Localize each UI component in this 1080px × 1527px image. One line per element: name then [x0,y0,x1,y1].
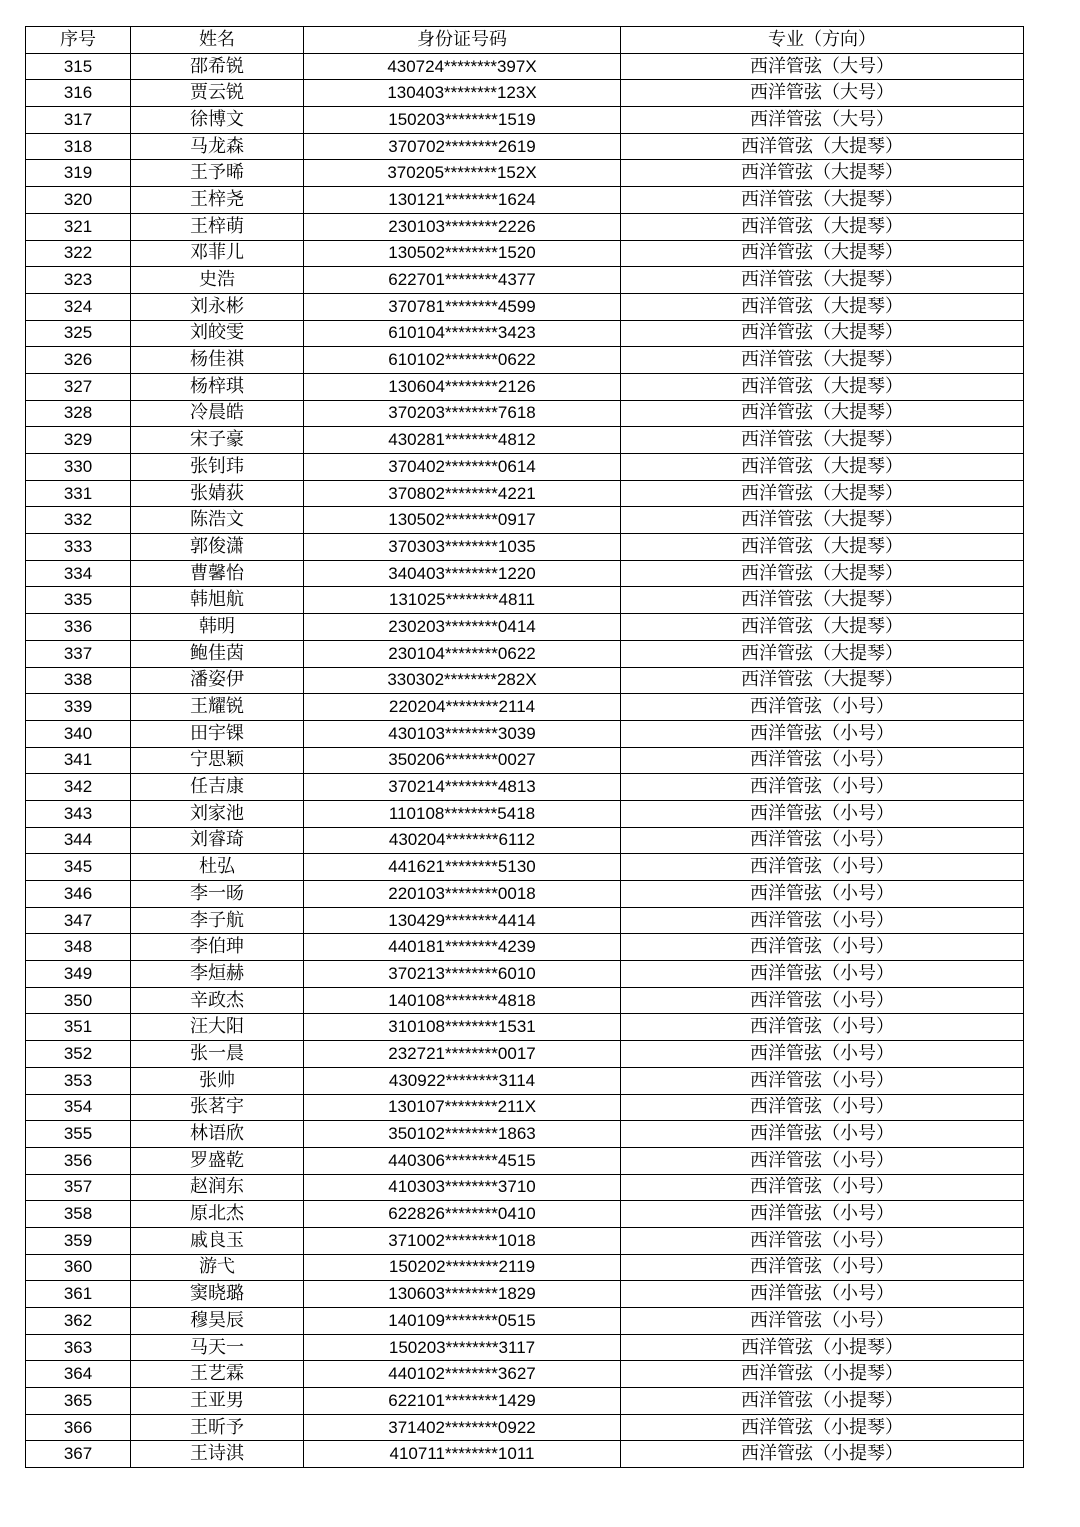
major-cell: 西洋管弦（小号） [621,800,1024,827]
major-cell: 西洋管弦（大提琴） [621,320,1024,347]
id-number-cell: 110108********5418 [304,800,621,827]
name-cell: 张帅 [131,1067,304,1094]
name-cell: 冷晨皓 [131,400,304,427]
id-number-cell: 610104********3423 [304,320,621,347]
major-cell: 西洋管弦（小号） [621,1281,1024,1308]
name-cell: 鲍佳茵 [131,640,304,667]
table-row [26,267,1024,294]
id-number-cell: 622826********0410 [304,1201,621,1228]
table-row [26,1388,1024,1415]
table-row [26,1147,1024,1174]
table-row [26,560,1024,587]
name-cell: 郭俊潇 [131,534,304,561]
table-row [26,934,1024,961]
table-row [26,881,1024,908]
major-cell: 西洋管弦（小号） [621,1201,1024,1228]
name-cell: 宋子豪 [131,427,304,454]
id-number-cell: 430724********397X [304,53,621,80]
major-cell: 西洋管弦（小提琴） [621,1388,1024,1415]
name-cell: 王予晞 [131,160,304,187]
serial-number-cell: 360 [26,1254,131,1281]
name-cell: 王梓尧 [131,187,304,214]
major-cell: 西洋管弦（大提琴） [621,373,1024,400]
id-number-cell: 370205********152X [304,160,621,187]
table-row [26,400,1024,427]
table-row [26,640,1024,667]
serial-number-cell: 357 [26,1174,131,1201]
major-cell: 西洋管弦（小号） [621,1067,1024,1094]
serial-number-cell: 336 [26,614,131,641]
serial-number-cell: 333 [26,534,131,561]
table-row [26,213,1024,240]
table-row [26,1201,1024,1228]
name-cell: 王梓萌 [131,213,304,240]
table-row [26,1414,1024,1441]
name-cell: 田宇锞 [131,720,304,747]
major-cell: 西洋管弦（小号） [621,1014,1024,1041]
major-cell: 西洋管弦（大提琴） [621,560,1024,587]
id-number-cell: 430103********3039 [304,720,621,747]
id-number-cell: 441621********5130 [304,854,621,881]
major-cell: 西洋管弦（大提琴） [621,480,1024,507]
id-number-cell: 622101********1429 [304,1388,621,1415]
table-body [26,53,1024,1467]
name-cell: 刘永彬 [131,293,304,320]
name-cell: 王昕予 [131,1414,304,1441]
serial-number-cell: 317 [26,107,131,134]
serial-number-cell: 362 [26,1308,131,1335]
serial-number-cell: 348 [26,934,131,961]
major-cell: 西洋管弦（小号） [621,774,1024,801]
id-number-cell: 330302********282X [304,667,621,694]
id-number-cell: 430922********3114 [304,1067,621,1094]
id-number-cell: 370781********4599 [304,293,621,320]
id-number-cell: 130502********1520 [304,240,621,267]
major-cell: 西洋管弦（小号） [621,934,1024,961]
id-number-cell: 370802********4221 [304,480,621,507]
table-row [26,1094,1024,1121]
column-header-name: 姓名 [131,27,304,54]
serial-number-cell: 340 [26,720,131,747]
table-row [26,1254,1024,1281]
major-cell: 西洋管弦（小号） [621,1174,1024,1201]
name-cell: 张一晨 [131,1041,304,1068]
serial-number-cell: 337 [26,640,131,667]
major-cell: 西洋管弦（大提琴） [621,160,1024,187]
major-cell: 西洋管弦（小号） [621,1094,1024,1121]
id-number-cell: 410711********1011 [304,1441,621,1468]
name-cell: 张茗宇 [131,1094,304,1121]
id-number-cell: 150203********3117 [304,1334,621,1361]
table-row [26,1361,1024,1388]
table-row [26,1067,1024,1094]
table-row [26,480,1024,507]
table-row [26,53,1024,80]
name-cell: 邓菲儿 [131,240,304,267]
id-number-cell: 130107********211X [304,1094,621,1121]
table-row [26,240,1024,267]
id-number-cell: 370203********7618 [304,400,621,427]
name-cell: 韩明 [131,614,304,641]
name-cell: 杜弘 [131,854,304,881]
serial-number-cell: 363 [26,1334,131,1361]
name-cell: 戚良玉 [131,1227,304,1254]
serial-number-cell: 358 [26,1201,131,1228]
name-cell: 李烜赫 [131,961,304,988]
major-cell: 西洋管弦（大提琴） [621,213,1024,240]
major-cell: 西洋管弦（大提琴） [621,427,1024,454]
table-row [26,160,1024,187]
major-cell: 西洋管弦（大提琴） [621,267,1024,294]
table-row [26,80,1024,107]
name-cell: 王艺霖 [131,1361,304,1388]
serial-number-cell: 322 [26,240,131,267]
column-header-major: 专业（方向） [621,27,1024,54]
major-cell: 西洋管弦（小号） [621,1041,1024,1068]
roster-table [25,26,1024,1468]
serial-number-cell: 332 [26,507,131,534]
name-cell: 李一旸 [131,881,304,908]
name-cell: 徐博文 [131,107,304,134]
major-cell: 西洋管弦（小号） [621,854,1024,881]
table-row [26,107,1024,134]
name-cell: 王诗淇 [131,1441,304,1468]
id-number-cell: 410303********3710 [304,1174,621,1201]
table-row [26,720,1024,747]
major-cell: 西洋管弦（大提琴） [621,293,1024,320]
major-cell: 西洋管弦（小提琴） [621,1361,1024,1388]
id-number-cell: 622701********4377 [304,267,621,294]
serial-number-cell: 353 [26,1067,131,1094]
id-number-cell: 130603********1829 [304,1281,621,1308]
major-cell: 西洋管弦（大提琴） [621,187,1024,214]
name-cell: 王耀锐 [131,694,304,721]
table-header [26,27,1024,54]
major-cell: 西洋管弦（小号） [621,907,1024,934]
serial-number-cell: 341 [26,747,131,774]
serial-number-cell: 329 [26,427,131,454]
serial-number-cell: 316 [26,80,131,107]
name-cell: 辛政杰 [131,987,304,1014]
name-cell: 史浩 [131,267,304,294]
name-cell: 李伯珅 [131,934,304,961]
name-cell: 杨梓琪 [131,373,304,400]
name-cell: 刘睿琦 [131,827,304,854]
id-number-cell: 440102********3627 [304,1361,621,1388]
serial-number-cell: 347 [26,907,131,934]
id-number-cell: 350206********0027 [304,747,621,774]
major-cell: 西洋管弦（大提琴） [621,454,1024,481]
table-row [26,827,1024,854]
id-number-cell: 370214********4813 [304,774,621,801]
table-row [26,587,1024,614]
serial-number-cell: 325 [26,320,131,347]
header-row [26,27,1024,54]
serial-number-cell: 335 [26,587,131,614]
serial-number-cell: 344 [26,827,131,854]
name-cell: 王亚男 [131,1388,304,1415]
major-cell: 西洋管弦（大提琴） [621,667,1024,694]
id-number-cell: 230203********0414 [304,614,621,641]
table-row [26,694,1024,721]
serial-number-cell: 350 [26,987,131,1014]
serial-number-cell: 364 [26,1361,131,1388]
name-cell: 罗盛乾 [131,1147,304,1174]
table-row [26,1441,1024,1468]
table-row [26,347,1024,374]
serial-number-cell: 361 [26,1281,131,1308]
id-number-cell: 370402********0614 [304,454,621,481]
serial-number-cell: 338 [26,667,131,694]
id-number-cell: 371002********1018 [304,1227,621,1254]
table-row [26,1041,1024,1068]
serial-number-cell: 349 [26,961,131,988]
name-cell: 汪大阳 [131,1014,304,1041]
major-cell: 西洋管弦（大提琴） [621,614,1024,641]
name-cell: 马龙森 [131,133,304,160]
name-cell: 潘姿伊 [131,667,304,694]
major-cell: 西洋管弦（小号） [621,1227,1024,1254]
id-number-cell: 430204********6112 [304,827,621,854]
major-cell: 西洋管弦（小号） [621,1147,1024,1174]
table-row [26,320,1024,347]
major-cell: 西洋管弦（小号） [621,827,1024,854]
id-number-cell: 140108********4818 [304,987,621,1014]
id-number-cell: 371402********0922 [304,1414,621,1441]
name-cell: 刘家池 [131,800,304,827]
name-cell: 穆昊辰 [131,1308,304,1335]
major-cell: 西洋管弦（小号） [621,987,1024,1014]
table-row [26,854,1024,881]
major-cell: 西洋管弦（小提琴） [621,1414,1024,1441]
serial-number-cell: 352 [26,1041,131,1068]
table-row [26,1227,1024,1254]
major-cell: 西洋管弦（小号） [621,747,1024,774]
serial-number-cell: 342 [26,774,131,801]
table-row [26,987,1024,1014]
serial-number-cell: 351 [26,1014,131,1041]
name-cell: 韩旭航 [131,587,304,614]
serial-number-cell: 339 [26,694,131,721]
serial-number-cell: 356 [26,1147,131,1174]
id-number-cell: 130403********123X [304,80,621,107]
name-cell: 宁思颖 [131,747,304,774]
major-cell: 西洋管弦（大号） [621,107,1024,134]
table-row [26,454,1024,481]
table-row [26,907,1024,934]
name-cell: 李子航 [131,907,304,934]
serial-number-cell: 324 [26,293,131,320]
table-row [26,1014,1024,1041]
serial-number-cell: 327 [26,373,131,400]
table-row [26,1334,1024,1361]
major-cell: 西洋管弦（大提琴） [621,640,1024,667]
id-number-cell: 140109********0515 [304,1308,621,1335]
name-cell: 马天一 [131,1334,304,1361]
serial-number-cell: 323 [26,267,131,294]
name-cell: 刘皎雯 [131,320,304,347]
serial-number-cell: 367 [26,1441,131,1468]
id-number-cell: 430281********4812 [304,427,621,454]
table-row [26,747,1024,774]
major-cell: 西洋管弦（小号） [621,1254,1024,1281]
id-number-cell: 370213********6010 [304,961,621,988]
serial-number-cell: 320 [26,187,131,214]
serial-number-cell: 326 [26,347,131,374]
column-header-serial: 序号 [26,27,131,54]
table-row [26,774,1024,801]
major-cell: 西洋管弦（大提琴） [621,507,1024,534]
serial-number-cell: 334 [26,560,131,587]
name-cell: 曹馨怡 [131,560,304,587]
serial-number-cell: 318 [26,133,131,160]
table-row [26,1121,1024,1148]
id-number-cell: 230104********0622 [304,640,621,667]
table-row [26,1308,1024,1335]
id-number-cell: 131025********4811 [304,587,621,614]
id-number-cell: 130604********2126 [304,373,621,400]
name-cell: 邵希锐 [131,53,304,80]
serial-number-cell: 343 [26,800,131,827]
name-cell: 窦晓璐 [131,1281,304,1308]
table-row [26,800,1024,827]
table-row [26,373,1024,400]
name-cell: 贾云锐 [131,80,304,107]
serial-number-cell: 366 [26,1414,131,1441]
name-cell: 赵润东 [131,1174,304,1201]
id-number-cell: 150202********2119 [304,1254,621,1281]
serial-number-cell: 365 [26,1388,131,1415]
id-number-cell: 440306********4515 [304,1147,621,1174]
id-number-cell: 350102********1863 [304,1121,621,1148]
major-cell: 西洋管弦（大提琴） [621,534,1024,561]
id-number-cell: 220204********2114 [304,694,621,721]
major-cell: 西洋管弦（大提琴） [621,240,1024,267]
id-number-cell: 130429********4414 [304,907,621,934]
name-cell: 陈浩文 [131,507,304,534]
major-cell: 西洋管弦（小号） [621,961,1024,988]
name-cell: 杨佳祺 [131,347,304,374]
id-number-cell: 370702********2619 [304,133,621,160]
id-number-cell: 130121********1624 [304,187,621,214]
name-cell: 张婧荻 [131,480,304,507]
major-cell: 西洋管弦（小提琴） [621,1334,1024,1361]
name-cell: 游弋 [131,1254,304,1281]
serial-number-cell: 354 [26,1094,131,1121]
serial-number-cell: 319 [26,160,131,187]
name-cell: 林语欣 [131,1121,304,1148]
major-cell: 西洋管弦（小提琴） [621,1441,1024,1468]
major-cell: 西洋管弦（小号） [621,1308,1024,1335]
table-row [26,427,1024,454]
id-number-cell: 310108********1531 [304,1014,621,1041]
major-cell: 西洋管弦（小号） [621,881,1024,908]
table-row [26,507,1024,534]
serial-number-cell: 345 [26,854,131,881]
major-cell: 西洋管弦（大提琴） [621,133,1024,160]
name-cell: 任吉康 [131,774,304,801]
id-number-cell: 370303********1035 [304,534,621,561]
serial-number-cell: 359 [26,1227,131,1254]
major-cell: 西洋管弦（大提琴） [621,400,1024,427]
serial-number-cell: 315 [26,53,131,80]
serial-number-cell: 331 [26,480,131,507]
table-row [26,667,1024,694]
serial-number-cell: 328 [26,400,131,427]
id-number-cell: 150203********1519 [304,107,621,134]
id-number-cell: 220103********0018 [304,881,621,908]
id-number-cell: 610102********0622 [304,347,621,374]
serial-number-cell: 321 [26,213,131,240]
major-cell: 西洋管弦（大提琴） [621,347,1024,374]
serial-number-cell: 355 [26,1121,131,1148]
table-row [26,534,1024,561]
id-number-cell: 340403********1220 [304,560,621,587]
name-cell: 张钊玮 [131,454,304,481]
major-cell: 西洋管弦（小号） [621,720,1024,747]
table-row [26,961,1024,988]
major-cell: 西洋管弦（小号） [621,1121,1024,1148]
id-number-cell: 440181********4239 [304,934,621,961]
table-row [26,614,1024,641]
major-cell: 西洋管弦（小号） [621,694,1024,721]
major-cell: 西洋管弦（大提琴） [621,587,1024,614]
serial-number-cell: 346 [26,881,131,908]
id-number-cell: 230103********2226 [304,213,621,240]
id-number-cell: 232721********0017 [304,1041,621,1068]
major-cell: 西洋管弦（大号） [621,53,1024,80]
table-row [26,293,1024,320]
name-cell: 原北杰 [131,1201,304,1228]
table-row [26,1174,1024,1201]
serial-number-cell: 330 [26,454,131,481]
id-number-cell: 130502********0917 [304,507,621,534]
table-row [26,1281,1024,1308]
major-cell: 西洋管弦（大号） [621,80,1024,107]
table-row [26,187,1024,214]
table-row [26,133,1024,160]
column-header-id-number: 身份证号码 [304,27,621,54]
